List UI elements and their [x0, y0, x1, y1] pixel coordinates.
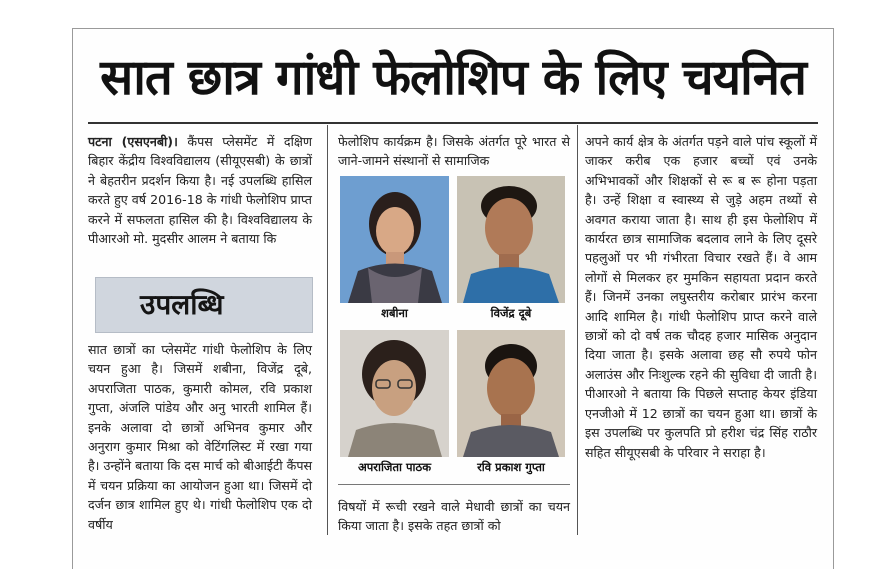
caption-aparajita-pathak: अपराजिता पाठक [357, 460, 432, 474]
column-2-top [338, 132, 570, 171]
column-1-body: कैंपस प्लेसमेंट में दक्षिण बिहार केंद्रीय विश्वविद्यालय (सीयूएसबी) के छात्रों ने बेहतरीन प्रदर्शन किया है। नई उपलब्धि हासिल करते हुए वर्ष 2016-18 के गांधी फेलोशिप प्राप्त करने में सफलता हासिल की है। विश्वविद्यालय के पीआरओ मो. मुदसीर आलम ने बताया कि [88, 134, 312, 247]
column-divider-2 [577, 125, 578, 535]
column-divider-1 [327, 125, 328, 535]
column-1-para-1 [88, 132, 312, 248]
column-2-bottom [338, 497, 570, 536]
column-3 [585, 132, 817, 462]
photo-divider [338, 484, 570, 485]
column-1-top [88, 132, 312, 248]
photo-ravi-prakash-gupta [457, 330, 565, 457]
highlight-label: उपलब्धि [140, 288, 224, 321]
dateline: पटना (एसएनबी)। [88, 134, 178, 149]
caption-shabina: शबीना [381, 306, 408, 320]
column-2-text-top: फेलोशिप कार्यक्रम है। जिसके अंतर्गत पूरे भारत से जाने-जामने संस्थानों से सामाजिक [338, 134, 570, 169]
highlight-box [95, 277, 313, 333]
caption-ravi-prakash-gupta: रवि प्रकाश गुप्ता [477, 460, 545, 474]
headline: सात छात्र गांधी फेलोशिप के लिए चयनित [100, 49, 806, 106]
photo-aparajita-pathak [340, 330, 449, 457]
photo-vijendra-dubey [457, 176, 565, 303]
caption-vijendra-dubey: विजेंद्र दूबे [490, 306, 532, 320]
column-1-bottom [88, 340, 312, 534]
column-3-text: अपने कार्य क्षेत्र के अंतर्गत पड़ने वाले पांच स्कूलों में जाकर करीब एक हजार बच्चों एवं उनके अभिभावकों और शिक्षकों से रू ब रू होना पड़ता है। उन्हें शिक्षा व स्वास्थ्य से जुड़े अहम तथ्यों से अवगत कराया जाता है। साथ ही इस फेलोशिप में कार्यरत छात्र सामाजिक बदलाव लाने के लिए दूसरे पहलुओं पर भी गंभीरता विचार रखते हैं। वे आम लोगों से मिलकर हर मुमकिन सहायता प्रदान करते हैं। जिनमें उनका लघुस्तरीय करोबार प्रारंभ करना आदि शामिल है। गांधी फेलोशिप प्राप्त करने वाले छात्रों को दो वर्ष तक चौदह हजार मासिक अनुदान दिया जाता है। इसके अलावा छह सौ रुपये फोन अलाउंस और निःशुल्क रहने की सुविधा दी जाती है। पीआरओ ने बताया कि पिछले सप्ताह केयर इंडिया एनजीओ में 12 छात्रों का चयन हुआ था। छात्रों के इस उपलब्धि पर कुलपति प्रो हरीश चंद्र सिंह राठौर सहित सीयूएसबी के परिवार ने सराहा है। [585, 134, 817, 460]
headline-rule [88, 122, 818, 124]
column-1-para-2: सात छात्रों का प्लेसमेंट गांधी फेलोशिप के लिए चयन हुआ है। जिसमें शबीना, विजेंद्र दूबे, अपराजिता पाठक, कुमारी कोमल, रवि प्रकाश गुप्ता, अंजलि पांडेय और अनु भारती शामिल हैं। इनके अलावा दो छात्रों अभिनव कुमार और अनुराग कुमार मिश्रा को वेटिंगलिस्ट में रखा गया है। उन्होंने बताया कि दस मार्च को बीआईटी कैंपस में चयन प्रक्रिया का आयोजन हुआ था। जिसमें दो दर्जन छात्र शामिल हुए थे। गांधी फेलोशिप एक दो वर्षीय [88, 342, 312, 532]
column-2-text-bottom: विषयों में रूची रखने वाले मेधावी छात्रों का चयन किया जाता है। इसके तहत छात्रों को [338, 499, 570, 534]
photo-shabina [340, 176, 449, 303]
